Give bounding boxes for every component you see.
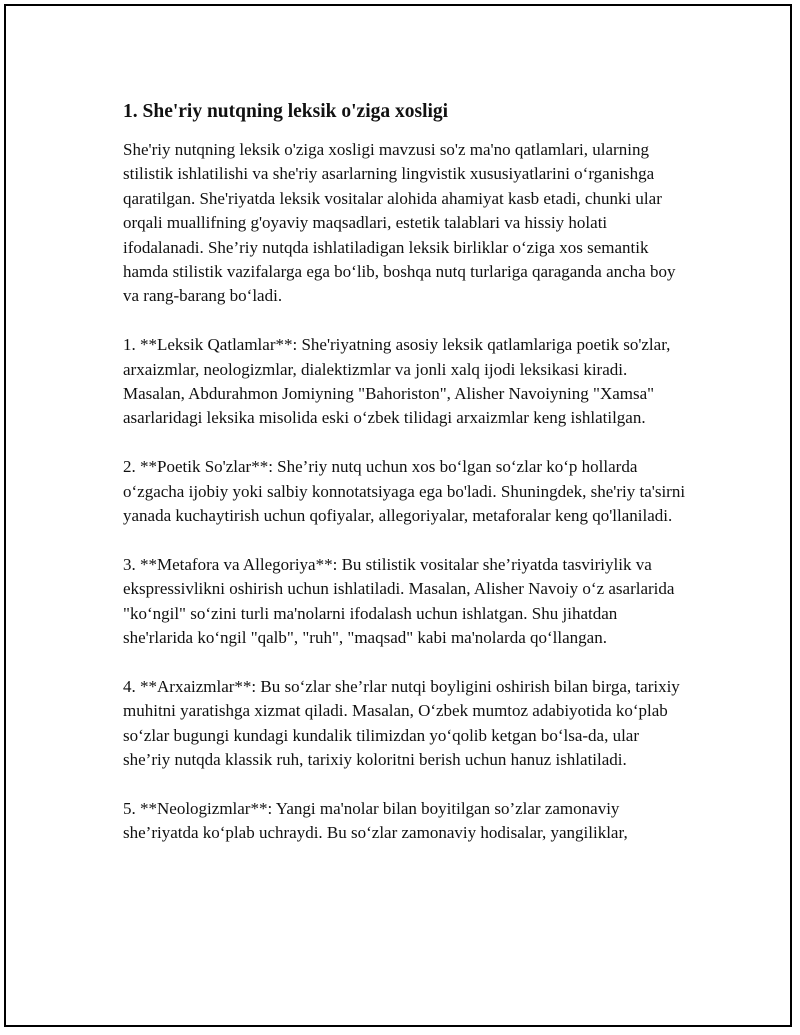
paragraph-metafora-allegoriya: 3. **Metafora va Allegoriya**: Bu stilistik vositalar she’riyatda tasviriylik va ekspressivlikni oshirish uchun ishlatiladi. Masalan, Alisher Navoiy o‘z asarlarida "ko‘ngil" so‘zini turli ma'nolarni ifodalash uchun ishlatgan. Shu jihatdan she'rlarida ko‘ngil "qalb", "ruh", "maqsad" kabi ma'nolarda qo‘llangan. (123, 554, 675, 648)
page-frame (4, 4, 792, 1027)
paragraph-leksik-qatlamlar: 1. **Leksik Qatlamlar**: She'riyatning asosiy leksik qatlamlariga poetik so'zlar, arxaizmlar, neologizmlar, dialektizmlar va jonli xalq ijodi leksikasi kiradi. Masalan, Abdurahmon Jomiyning "Bahoriston", Alisher Navoiyning "Xamsa" asarlaridagi leksika misolida eski o‘zbek tilidagi arxaizmlar keng ishlatilgan. (123, 335, 671, 428)
paragraph-neologizmlar: 5. **Neologizmlar**: Yangi ma'nolar bilan boyitilgan so’zlar zamonaviy she’riyatda ko‘plab uchraydi. Bu so‘zlar zamonaviy hodisalar, yangiliklar, (123, 798, 628, 843)
paragraph-arxaizmlar: 4. **Arxaizmlar**: Bu so‘zlar she’rlar nutqi boyligini oshirish bilan birga, tarixiy muhitni yaratishga xizmat qiladi. Masalan, O‘zbek mumtoz adabiyotida ko‘plab so‘zlar bugungi kundagi kundalik tilimizdan yo‘qolib ketgan bo‘lsa-da, ular she’riy nutqda klassik ruh, tarixiy koloritni berish uchun hanuz ishlatiladi. (123, 676, 680, 770)
section-heading: 1. She'riy nutqning leksik o'ziga xosligi (123, 101, 449, 122)
paragraph-poetik-sozlar: 2. **Poetik So'zlar**: She’riy nutq uchun xos bo‘lgan so‘zlar ko‘p hollarda o‘zgacha ijobiy yoki salbiy konnotatsiyaga ega bo'ladi. Shuningdek, she'riy ta'sirni yanada kuchaytirish uchun qofiyalar, allegoriyalar, metaforalar keng qo'llaniladi. (123, 457, 686, 526)
intro-paragraph: She'riy nutqning leksik o'ziga xosligi mavzusi so'z ma'no qatlamlari, ularning stilistik ishlatilishi va she'riy asarlarning lingvistik xususiyatlarini o‘rganishga qaratilgan. She'riyatda leksik vositalar alohida ahamiyat kasb etadi, chunki ular orqali muallifning g'oyaviy maqsadlari, estetik talablari va hissiy holati ifodalanadi. She’riy nutqda ishlatiladigan leksik birliklar o‘ziga xos semantik hamda stilistik vazifalarga ega bo‘lib, boshqa nutq turlariga qaraganda ancha boy va rang-barang bo‘ladi. (123, 140, 676, 306)
document-body (123, 98, 689, 870)
